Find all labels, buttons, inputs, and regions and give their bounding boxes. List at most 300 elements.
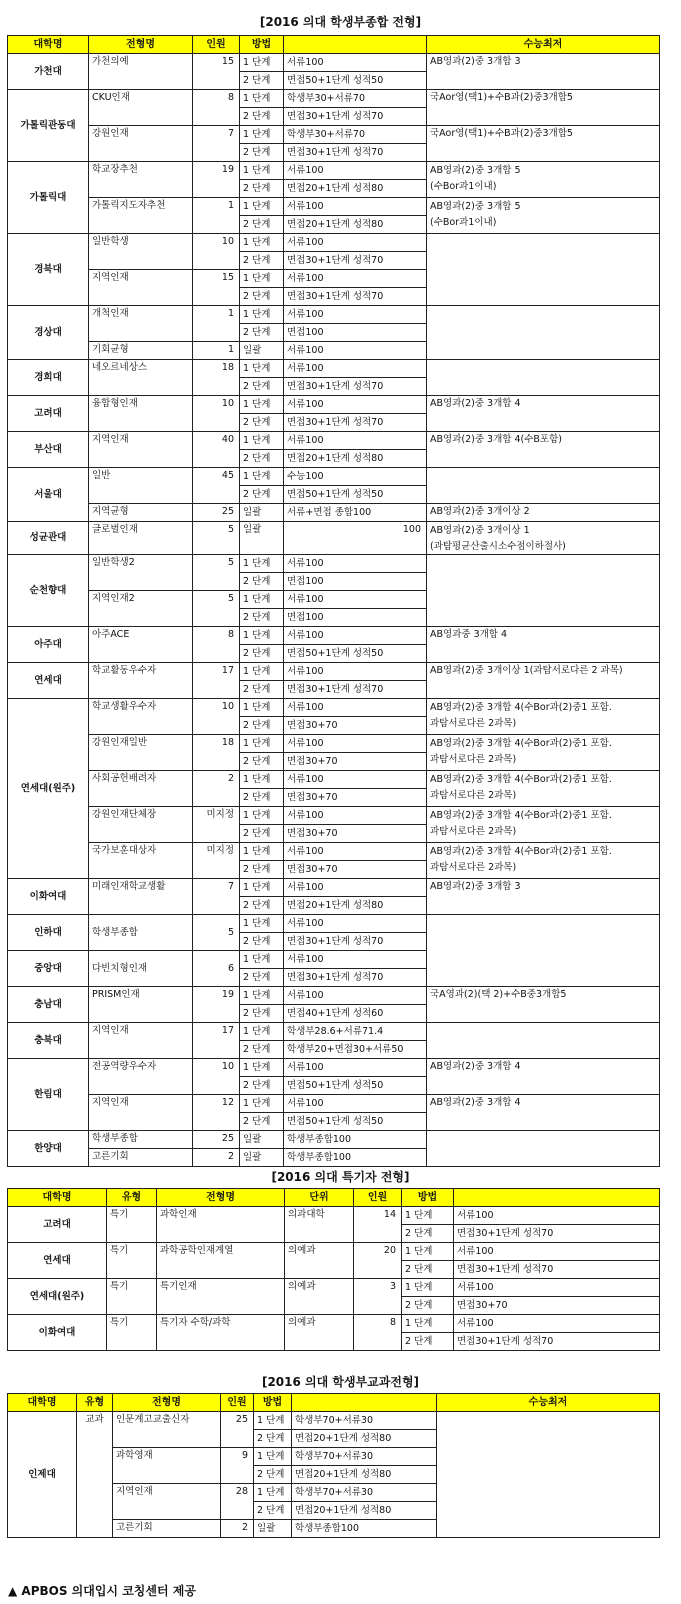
admission-track: 지역인재 [89,270,193,306]
method-stage: 1 단계 [254,1448,292,1466]
admission-track: 학생부종합 [89,1131,193,1149]
table-row [8,234,660,252]
quota: 19 [193,987,240,1023]
method-detail: 면접30+1단계 성적70 [454,1261,660,1279]
method-stage: 1 단계 [240,396,284,414]
method-stage: 2 단계 [240,789,284,807]
method-detail: 면접20+1단계 성적80 [284,450,427,468]
method-stage: 2 단계 [240,897,284,915]
method-detail: 면접50+1단계 성적50 [284,1077,427,1095]
quota: 1 [193,342,240,360]
method-detail: 면접40+1단계 성적60 [284,1005,427,1023]
university-name: 성균관대 [8,522,89,555]
quota: 14 [354,1207,402,1243]
admission-track: 과학공학인재계열 [157,1243,285,1279]
university-name: 인제대 [8,1412,77,1538]
table-row [8,771,660,789]
university-name: 중앙대 [8,951,89,987]
method-stage: 2 단계 [402,1333,454,1351]
method-stage: 1 단계 [240,843,284,861]
method-detail: 학생부30+서류70 [284,126,427,144]
method-detail: 면접30+70 [284,789,427,807]
method-stage: 2 단계 [240,486,284,504]
method-detail: 서류+면접 종합100 [284,504,427,522]
admission-track: 학교장추천 [89,162,193,198]
table-row [8,663,660,681]
table-row [8,1279,660,1297]
method-stage: 1 단계 [240,771,284,789]
csat-line: (수Bor과1이내) [430,216,497,228]
table-row [8,807,660,825]
csat-minimum [427,735,660,771]
csat-minimum [427,468,660,504]
table-row [8,735,660,753]
admission-track: CKU인재 [89,90,193,126]
csat-line: AB영과(2)중 3개합 4(수Bor과(2)중1 포함. [430,738,612,749]
university-name: 연세대(원주) [8,1279,107,1315]
column-header: 대학명 [8,36,89,54]
method-stage: 1 단계 [240,591,284,609]
csat-minimum [427,807,660,843]
method-detail: 면접20+1단계 성적80 [284,897,427,915]
method-detail: 서류100 [284,879,427,897]
method-stage: 일괄 [240,522,284,555]
table-row [8,396,660,414]
admission-track: 가천의예 [89,54,193,90]
university-name: 아주대 [8,627,89,663]
csat-minimum [427,198,660,234]
csat-minimum [427,306,660,360]
method-detail: 서류100 [284,54,427,72]
csat-line: AB영과(2)중 3개합 4(수Bor과(2)중1 포함. [430,702,612,713]
header-row [8,1189,660,1207]
method-stage: 2 단계 [240,414,284,432]
quota: 25 [221,1412,254,1448]
admission-track: 고른기회 [89,1149,193,1167]
table-susi-comprehensive [7,35,660,1167]
method-detail: 서류100 [284,1095,427,1113]
admission-track: 과학영재 [113,1448,221,1484]
admission-track: 강원인재일반 [89,735,193,771]
method-stage: 2 단계 [240,1077,284,1095]
quota: 5 [193,522,240,555]
admission-track: 일반 [89,468,193,504]
method-detail: 면접30+70 [454,1297,660,1315]
csat-minimum: AB영과(2)중 3개합 4(수B포함) [427,432,660,468]
method-detail: 면접30+1단계 성적70 [284,252,427,270]
method-stage: 1 단계 [240,270,284,288]
university-name: 서울대 [8,468,89,522]
method-stage: 2 단계 [240,969,284,987]
table-row [8,1207,660,1225]
table-special-talent [7,1188,660,1351]
admission-track: 아주ACE [89,627,193,663]
method-stage: 2 단계 [240,645,284,663]
method-stage: 2 단계 [240,324,284,342]
column-header: 인원 [193,36,240,54]
quota: 7 [193,126,240,162]
header-row [8,36,660,54]
method-stage: 2 단계 [240,1041,284,1059]
method-stage: 1 단계 [240,699,284,717]
column-header: 대학명 [8,1394,77,1412]
method-stage: 1 단계 [240,468,284,486]
university-name: 경북대 [8,234,89,306]
admission-track: 일반학생2 [89,555,193,591]
method-stage: 1 단계 [240,234,284,252]
method-detail: 서류100 [284,663,427,681]
csat-minimum: AB영과(2)중 3개이상 1(과탐서로다른 2 과목) [427,663,660,699]
university-name: 충북대 [8,1023,89,1059]
method-detail: 서류100 [284,807,427,825]
quota: 18 [193,360,240,396]
admission-type: 특기 [107,1315,157,1351]
quota: 미지정 [193,807,240,843]
quota: 10 [193,699,240,735]
quota: 9 [221,1448,254,1484]
unit: 의예과 [285,1279,354,1315]
table-row [8,54,660,72]
quota: 5 [193,915,240,951]
quota: 6 [193,951,240,987]
csat-minimum: AB영과중 3개합 4 [427,627,660,663]
method-detail: 면접30+1단계 성적70 [284,288,427,306]
table-row [8,162,660,180]
method-detail: 학생부종합100 [292,1520,437,1538]
method-detail: 면접50+1단계 성적50 [284,72,427,90]
quota: 10 [193,1059,240,1095]
table-row [8,627,660,645]
method-stage: 1 단계 [240,90,284,108]
admission-track: 기회균형 [89,342,193,360]
table-row [8,306,660,324]
method-detail: 면접30+1단계 성적70 [284,108,427,126]
method-stage: 2 단계 [402,1297,454,1315]
method-detail: 서류100 [454,1207,660,1225]
quota: 15 [193,270,240,306]
csat-line: AB영과(2)중 3개이상 1 [430,525,530,536]
admission-track: 사회공헌배려자 [89,771,193,807]
method-stage: 1 단계 [240,987,284,1005]
admission-track: 강원인재단체장 [89,807,193,843]
quota: 17 [193,663,240,699]
method-detail: 학생부종합100 [284,1149,427,1167]
quota: 18 [193,735,240,771]
csat-minimum [427,771,660,807]
quota: 2 [193,771,240,807]
csat-minimum: AB영과(2)중 3개합 4 [427,1095,660,1131]
admission-track: 융합형인재 [89,396,193,432]
quota: 12 [193,1095,240,1131]
method-detail: 면접50+1단계 성적50 [284,486,427,504]
csat-minimum: 국Aor영(택1)+수B과(2)중3개합5 [427,90,660,126]
admission-track: PRISM인재 [89,987,193,1023]
admission-track: 지역인재 [89,432,193,468]
table-row [8,90,660,108]
csat-minimum [427,555,660,627]
quota: 17 [193,1023,240,1059]
method-detail: 학생부28.6+서류71.4 [284,1023,427,1041]
csat-line: (수Bor과1이내) [430,180,497,192]
method-detail: 면접100 [284,573,427,591]
table-row [8,360,660,378]
csat-minimum [427,843,660,879]
method-stage: 2 단계 [240,450,284,468]
table-row [8,468,660,486]
table-row [8,987,660,1005]
university-name: 순천향대 [8,555,89,627]
method-stage: 1 단계 [402,1207,454,1225]
quota: 10 [193,234,240,270]
admission-track: 네오르네상스 [89,360,193,396]
method-detail: 서류100 [284,627,427,645]
quota: 7 [193,879,240,915]
method-stage: 2 단계 [402,1261,454,1279]
unit: 의예과 [285,1243,354,1279]
university-name: 한양대 [8,1131,89,1167]
method-detail: 면접50+1단계 성적50 [284,1113,427,1131]
quota: 25 [193,1131,240,1149]
method-stage: 2 단계 [254,1502,292,1520]
method-stage: 2 단계 [240,108,284,126]
method-stage: 2 단계 [240,933,284,951]
admission-track: 국가보훈대상자 [89,843,193,879]
method-stage: 2 단계 [240,378,284,396]
csat-minimum [427,699,660,735]
method-detail: 서류100 [284,987,427,1005]
quota: 25 [193,504,240,522]
csat-minimum [437,1412,660,1538]
csat-minimum: 국Aor영(택1)+수B과(2)중3개합5 [427,126,660,162]
method-detail: 서류100 [454,1279,660,1297]
admission-track: 가톨릭지도자추천 [89,198,193,234]
quota: 10 [193,396,240,432]
admission-track: 지역인재 [89,1095,193,1131]
method-stage: 1 단계 [254,1484,292,1502]
csat-line: AB영과(2)중 3개합 4(수Bor과(2)중1 포함. [430,810,612,821]
csat-minimum: AB영과(2)중 3개이상 2 [427,504,660,522]
method-detail: 서류100 [284,735,427,753]
column-header [284,36,427,54]
table-row [8,1412,660,1430]
method-detail: 면접30+1단계 성적70 [284,144,427,162]
table-row [8,1315,660,1333]
table-row [8,879,660,897]
method-stage: 2 단계 [240,717,284,735]
quota: 5 [193,591,240,627]
method-detail: 면접50+1단계 성적50 [284,645,427,663]
admission-track: 특기인재 [157,1279,285,1315]
admission-type: 특기 [107,1243,157,1279]
column-header: 단위 [285,1189,354,1207]
university-name: 가톨릭대 [8,162,89,234]
method-detail: 면접30+1단계 성적70 [284,378,427,396]
quota: 5 [193,555,240,591]
method-stage: 2 단계 [240,72,284,90]
csat-line: 과탐서로다른 2과목) [430,825,517,837]
method-detail: 면접30+70 [284,717,427,735]
university-name: 가천대 [8,54,89,90]
table-row [8,843,660,861]
csat-minimum [427,360,660,396]
table-row [8,1059,660,1077]
method-stage: 1 단계 [240,555,284,573]
column-header: 방법 [240,36,284,54]
csat-line: AB영과(2)중 3개합 5 [430,201,521,212]
method-detail: 학생부70+서류30 [292,1448,437,1466]
method-detail: 서류100 [284,432,427,450]
quota: 8 [193,627,240,663]
table-row [8,1095,660,1113]
university-name: 이화여대 [8,879,89,915]
university-name: 경희대 [8,360,89,396]
quota: 8 [354,1315,402,1351]
method-detail: 면접30+70 [284,825,427,843]
method-detail: 면접20+1단계 성적80 [292,1502,437,1520]
university-name: 충남대 [8,987,89,1023]
admission-track: 과학인재 [157,1207,285,1243]
university-name: 연세대(원주) [8,699,89,879]
method-stage: 1 단계 [240,432,284,450]
admission-track: 미래인재학교생활 [89,879,193,915]
csat-minimum: AB영과(2)중 3개합 4 [427,396,660,432]
method-stage: 일괄 [254,1520,292,1538]
method-detail: 면접30+1단계 성적70 [454,1225,660,1243]
method-stage: 2 단계 [240,288,284,306]
admission-track: 인문계고교출신자 [113,1412,221,1448]
table-row [8,1131,660,1149]
admission-track: 학생부종합 [89,915,193,951]
method-detail: 면접30+1단계 성적70 [284,933,427,951]
method-stage: 1 단계 [240,126,284,144]
column-header: 수능최저 [437,1394,660,1412]
unit: 의예과 [285,1315,354,1351]
method-stage: 1 단계 [402,1243,454,1261]
header-row [8,1394,660,1412]
method-detail: 면접30+70 [284,861,427,879]
csat-line: 과탐서로다른 2과목) [430,789,517,801]
method-stage: 1 단계 [402,1279,454,1297]
method-detail: 면접100 [284,609,427,627]
csat-minimum: AB영과(2)중 3개합 4 [427,1059,660,1095]
method-stage: 2 단계 [240,252,284,270]
method-stage: 2 단계 [240,609,284,627]
quota: 45 [193,468,240,504]
university-name: 인하대 [8,915,89,951]
method-stage: 2 단계 [240,825,284,843]
method-stage: 2 단계 [240,180,284,198]
method-detail: 서류100 [284,915,427,933]
admission-track: 일반학생 [89,234,193,270]
quota: 8 [193,90,240,126]
column-header: 유형 [77,1394,113,1412]
method-detail: 서류100 [284,843,427,861]
method-detail: 서류100 [284,951,427,969]
csat-line: 과탐서로다른 2과목) [430,717,517,729]
method-stage: 1 단계 [240,879,284,897]
column-header: 인원 [221,1394,254,1412]
admission-track: 지역균형 [89,504,193,522]
csat-minimum [427,234,660,306]
column-header: 전형명 [89,36,193,54]
method-stage: 2 단계 [240,681,284,699]
method-stage: 1 단계 [240,1095,284,1113]
university-name: 한림대 [8,1059,89,1131]
university-name: 이화여대 [8,1315,107,1351]
unit: 의과대학 [285,1207,354,1243]
admission-track: 고른기회 [113,1520,221,1538]
method-detail: 면접20+1단계 성적80 [292,1466,437,1484]
admission-track: 학교생활우수자 [89,699,193,735]
method-detail: 면접100 [284,324,427,342]
quota: 28 [221,1484,254,1520]
quota: 2 [193,1149,240,1167]
method-stage: 2 단계 [240,144,284,162]
csat-line: AB영과(2)중 3개합 5 [430,165,521,176]
university-name: 연세대 [8,1243,107,1279]
csat-minimum [427,1023,660,1059]
table-school-record [7,1393,660,1538]
quota: 40 [193,432,240,468]
quota: 15 [193,54,240,90]
admission-type: 특기 [107,1207,157,1243]
method-stage: 2 단계 [240,1005,284,1023]
column-header: 전형명 [113,1394,221,1412]
table1-title: [2016 의대 학생부종합 전형] [259,15,422,29]
method-detail: 면접30+70 [284,753,427,771]
csat-minimum [427,522,660,555]
method-detail: 면접30+1단계 성적70 [454,1333,660,1351]
quota: 1 [193,198,240,234]
table-row [8,198,660,216]
method-detail: 서류100 [284,1059,427,1077]
column-header: 방법 [254,1394,292,1412]
admission-track: 학교활동우수자 [89,663,193,699]
method-stage: 1 단계 [240,951,284,969]
university-name: 부산대 [8,432,89,468]
column-header: 인원 [354,1189,402,1207]
quota: 20 [354,1243,402,1279]
admission-track: 특기자 수학/과학 [157,1315,285,1351]
method-detail: 면접20+1단계 성적80 [292,1430,437,1448]
method-stage: 1 단계 [240,663,284,681]
method-detail: 면접30+1단계 성적70 [284,414,427,432]
table-row [8,915,660,933]
method-stage: 2 단계 [240,573,284,591]
quota: 1 [193,306,240,342]
method-stage: 1 단계 [240,1059,284,1077]
method-stage: 1 단계 [240,54,284,72]
method-detail: 서류100 [284,198,427,216]
column-header: 전형명 [157,1189,285,1207]
method-stage: 1 단계 [240,735,284,753]
method-stage: 1 단계 [240,807,284,825]
method-stage: 1 단계 [240,627,284,645]
table-row [8,699,660,717]
column-header: 수능최저 [427,36,660,54]
method-stage: 2 단계 [240,1113,284,1131]
method-detail: 서류100 [284,162,427,180]
quota: 19 [193,162,240,198]
method-detail: 학생부70+서류30 [292,1484,437,1502]
admission-type: 교과 [77,1412,113,1538]
admission-track: 강원인재 [89,126,193,162]
method-stage: 2 단계 [240,216,284,234]
csat-minimum [427,915,660,987]
method-detail: 서류100 [454,1243,660,1261]
method-detail: 학생부30+서류70 [284,90,427,108]
csat-line: 과탐서로다른 2과목) [430,861,517,873]
